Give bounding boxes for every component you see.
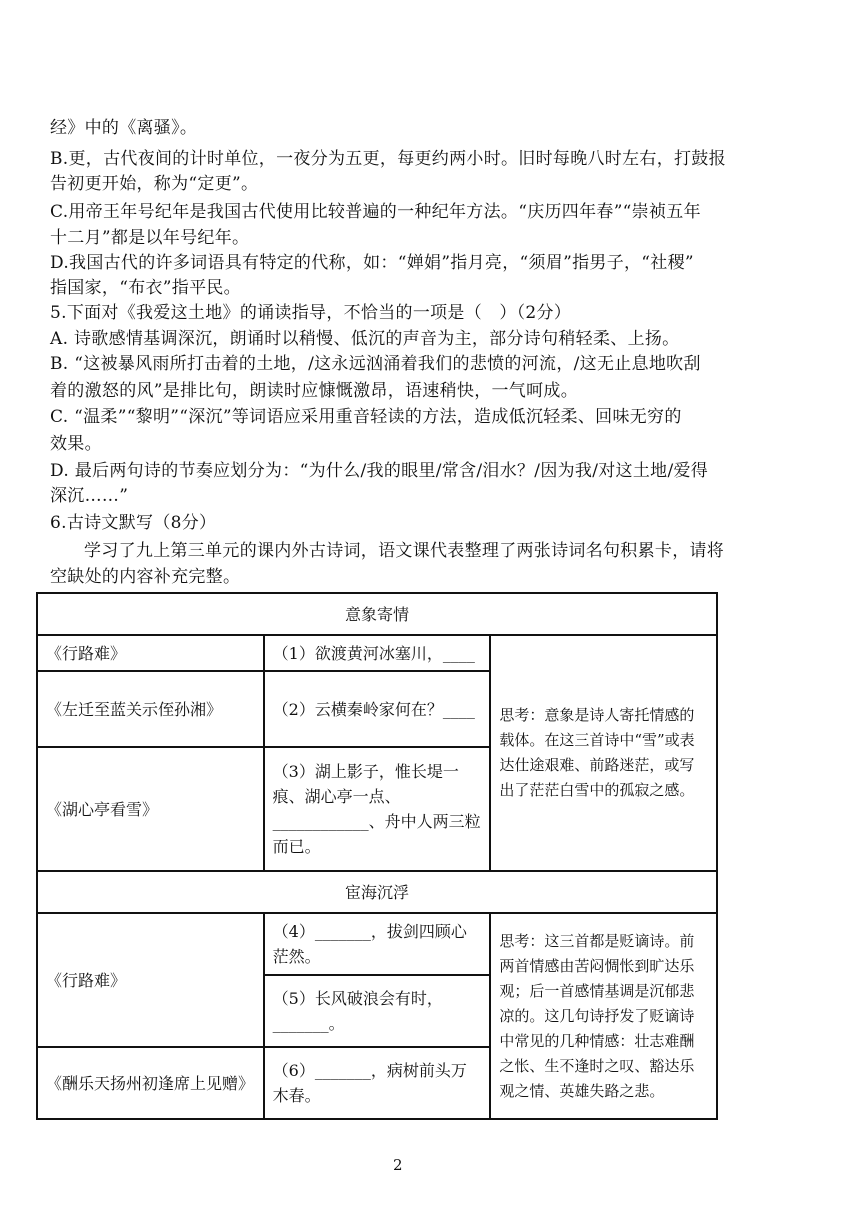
text-line: B.更，古代夜间的计时单位，一夜分为五更，每更约两小时。旧时每晚八时左右，打鼓报 (50, 149, 726, 169)
text-line: 空缺处的内容补充完整。 (50, 567, 241, 587)
blank-line: （3）湖上影子，惟长堤一痕、湖心亭一点、____________、舟中人两三粒而已。 (264, 747, 491, 871)
text-line: 着的激怒的风”是排比句，朗读时应慷慨激昂，语速稍快，一气呵成。 (50, 381, 578, 401)
section-title: 宦海沉浮 (37, 871, 717, 913)
poem-title: 《行路难》 (37, 913, 264, 1047)
reflection-note: 思考：意象是诗人寄托情感的载体。在这三首诗中“雪”或表达仕途艰难、前路迷茫，或写出了茫茫白雪中的孤寂之感。 (490, 635, 717, 871)
text-line: 指国家，“布衣”指平民。 (50, 278, 241, 298)
question-5: 5.下面对《我爱这土地》的诵读指导，不恰当的一项是（ ）（2分） (50, 303, 572, 323)
reflection-note: 思考：这三首都是贬谪诗。前两首情感由苦闷惆怅到旷达乐观；后一首感情基调是沉郁悲凉的。这几句诗抒发了贬谪诗中常见的几种情感：壮志难酬之怅、生不逢时之叹、豁达乐观之情、英雄失路之悲。 (490, 913, 717, 1119)
poem-title: 《酬乐天扬州初逢席上见赠》 (37, 1047, 264, 1119)
poetry-card-table (36, 592, 718, 1120)
option-c: C. “温柔”“黎明”“深沉”等词语应采用重音轻读的方法，造成低沉轻柔、回味无穷的 (50, 407, 682, 427)
text-line: 效果。 (50, 434, 102, 454)
option-b: B. “这被暴风雨所打击着的土地，/这永远汹涌着我们的悲愤的河流，/这无止息地吹刮 (50, 354, 701, 374)
text-line: C.用帝王年号纪年是我国古代使用比较普遍的一种纪年方法。“庆历四年春”“崇祯五年 (50, 202, 701, 222)
blank-line: （1）欲渡黄河冰塞川，____ (264, 635, 491, 671)
poem-title: 《湖心亭看雪》 (37, 747, 264, 871)
blank-line: （5）长风破浪会有时，_______。 (264, 975, 491, 1047)
blank-line: （6）_______，病树前头万木春。 (264, 1047, 491, 1119)
question-6: 6.古诗文默写（8分） (50, 513, 217, 533)
blank-line: （4）_______，拔剑四顾心茫然。 (264, 913, 491, 975)
text-line: 告初更开始，称为“定更”。 (50, 174, 259, 194)
text-line: 经》中的《离骚》。 (50, 118, 198, 138)
text-line: 学习了九上第三单元的课内外古诗词，语文课代表整理了两张诗词名句积累卡，请将 (84, 541, 725, 561)
text-line: 十二月”都是以年号纪年。 (50, 228, 250, 248)
poem-title: 《左迁至蓝关示侄孙湘》 (37, 671, 264, 747)
section-title: 意象寄情 (37, 593, 717, 635)
option-a: A. 诗歌感情基调深沉，朗诵时以稍慢、低沉的声音为主，部分诗句稍轻柔、上扬。 (50, 329, 680, 349)
poem-title: 《行路难》 (37, 635, 264, 671)
text-line: 深沉……” (50, 486, 129, 506)
blank-line: （2）云横秦岭家何在？____ (264, 671, 491, 747)
option-d: D. 最后两句诗的节奏应划分为：“为什么/我的眼里/常含/泪水？/因为我/对这土地/爱得 (50, 461, 709, 481)
page-number: 2 (393, 1156, 403, 1174)
text-line: D.我国古代的许多词语具有特定的代称，如：“婵娟”指月亮，“须眉”指男子，“社稷” (50, 253, 694, 273)
